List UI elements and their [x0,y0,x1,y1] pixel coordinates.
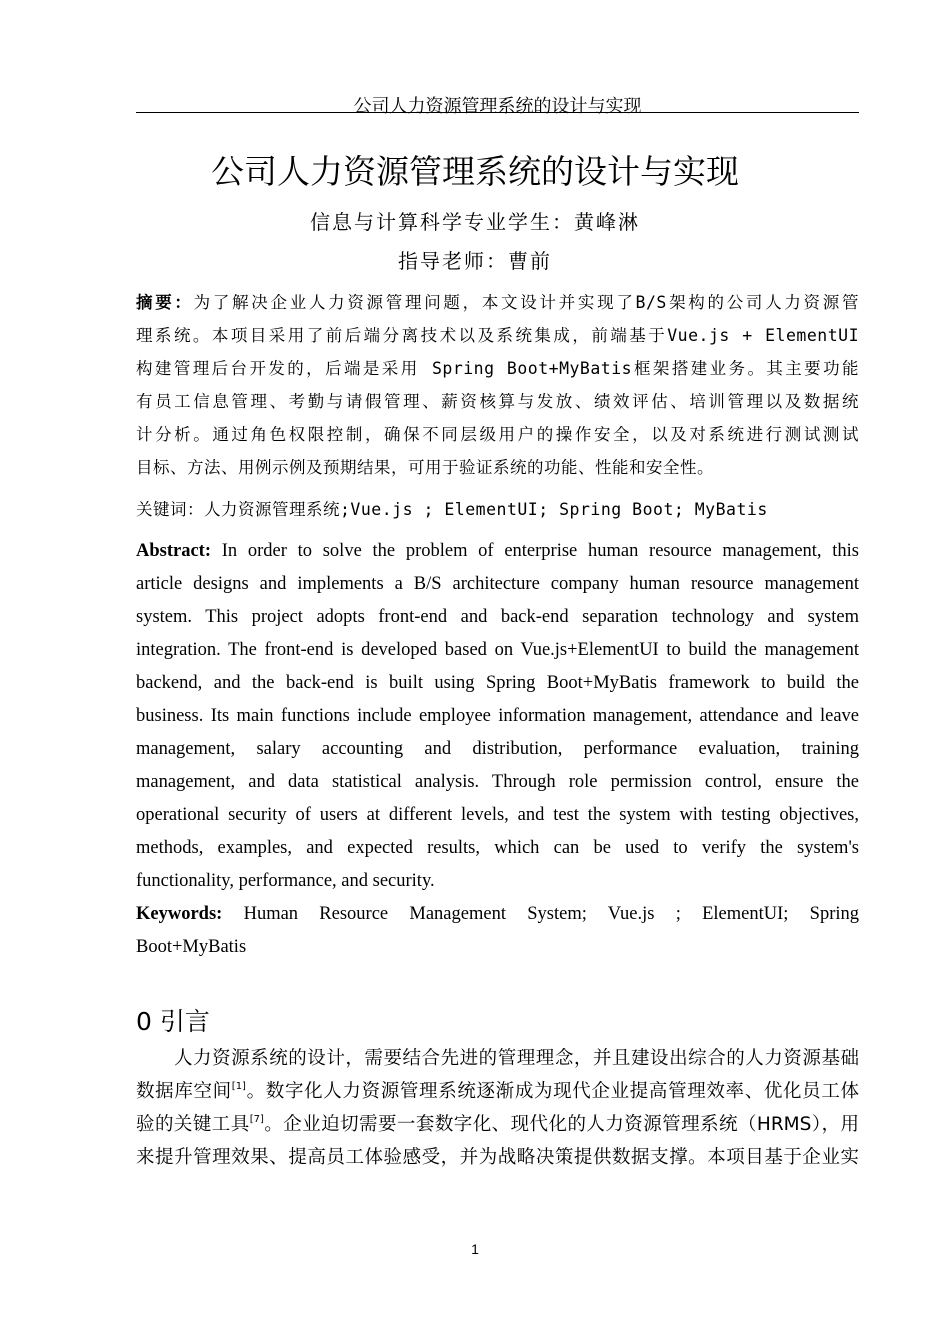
abstract-en-label: Abstract: [136,541,212,561]
abstract-en-line: business. Its main functions include employee information management, attendance and leave [136,706,859,726]
abstract-en-line: management, and data statistical analysis. Through role permission control, ensure the [136,772,859,792]
abstract-en-line: In order to solve the problem of enterprise human resource management, this [221,541,859,561]
abstract-en-line: methods, examples, and expected results, which can be used to verify the system's [136,838,859,858]
abstract-en-line: operational security of users at different levels, and test the system with testing objectives, [136,805,859,825]
abstract-cn-line: 目标、方法、用例示例及预期结果，可用于验证系统的功能、性能和安全性。 [136,458,714,477]
keywords-en-label: Keywords: [136,904,223,924]
page-number: 1 [471,1241,479,1257]
abstract-cn-line: 计分析。通过角色权限控制，确保不同层级用户的操作安全，以及对系统进行测试测试 [136,425,859,444]
running-header: 公司人力资源管理系统的设计与实现 [353,96,642,116]
abstract-en-line: system. This project adopts front-end and back-end separation technology and system [136,607,859,627]
abstract-en-line: management, salary accounting and distribution, performance evaluation, training [136,739,859,759]
abstract-en-line: functionality, performance, and security. [136,871,435,891]
abstract-en-line: article designs and implements a B/S architecture company human resource management [136,574,859,594]
keywords-cn [136,493,859,526]
paper-title: 公司人力资源管理系统的设计与实现 [211,152,739,191]
keywords-en-line: Human Resource Management System; Vue.js ; ElementUI; Spring [243,904,859,924]
keywords-en-line: Boot+MyBatis [136,937,247,957]
advisor-line: 指导老师：曹前 [398,249,552,273]
abstract-cn-line: 理系统。本项目采用了前后端分离技术以及系统集成，前端基于Vue.js + ElementUI [136,326,859,345]
abstract-cn-line: 有员工信息管理、考勤与请假管理、薪资核算与发放、绩效评估、培训管理以及数据统 [136,392,859,411]
intro-line: 验的关键工具[7]。企业迫切需要一套数字化、现代化的人力资源管理系统（HRMS），用 [136,1114,859,1135]
header-rule [136,112,859,113]
abstract-cn-line: 构建管理后台开发的，后端是采用 Spring Boot+MyBatis框架搭建业务。其主要功能 [136,359,859,378]
section-heading: 0 引言 [136,1007,210,1036]
keywords-cn-text: 关键词：人力资源管理系统;Vue.js ; ElementUI; Spring Boot; MyBatis [136,500,768,519]
abstract-en-line: integration. The front-end is developed based on Vue.js+ElementUI to build the management [136,640,859,660]
citation: [1] [231,1081,246,1092]
intro-line: 数据库空间[1]。数字化人力资源管理系统逐渐成为现代企业提高管理效率、优化员工体 [136,1081,859,1102]
abstract-en-line: backend, and the back-end is built using Spring Boot+MyBatis framework to build the [136,673,859,693]
abstract-en [136,535,859,964]
intro-paragraph [136,1042,859,1174]
abstract-cn [136,286,859,484]
author-line: 信息与计算科学专业学生：黄峰淋 [310,210,640,234]
abstract-cn-label: 摘要： [136,293,194,312]
abstract-cn-line: 为了解决企业人力资源管理问题，本文设计并实现了B/S架构的公司人力资源管 [193,293,859,312]
intro-line: 来提升管理效果、提高员工体验感受，并为战略决策提供数据支撑。本项目基于企业实 [136,1147,859,1168]
intro-line: 人力资源系统的设计，需要结合先进的管理理念，并且建设出综合的人力资源基础 [174,1048,859,1069]
citation: [7] [249,1114,264,1125]
